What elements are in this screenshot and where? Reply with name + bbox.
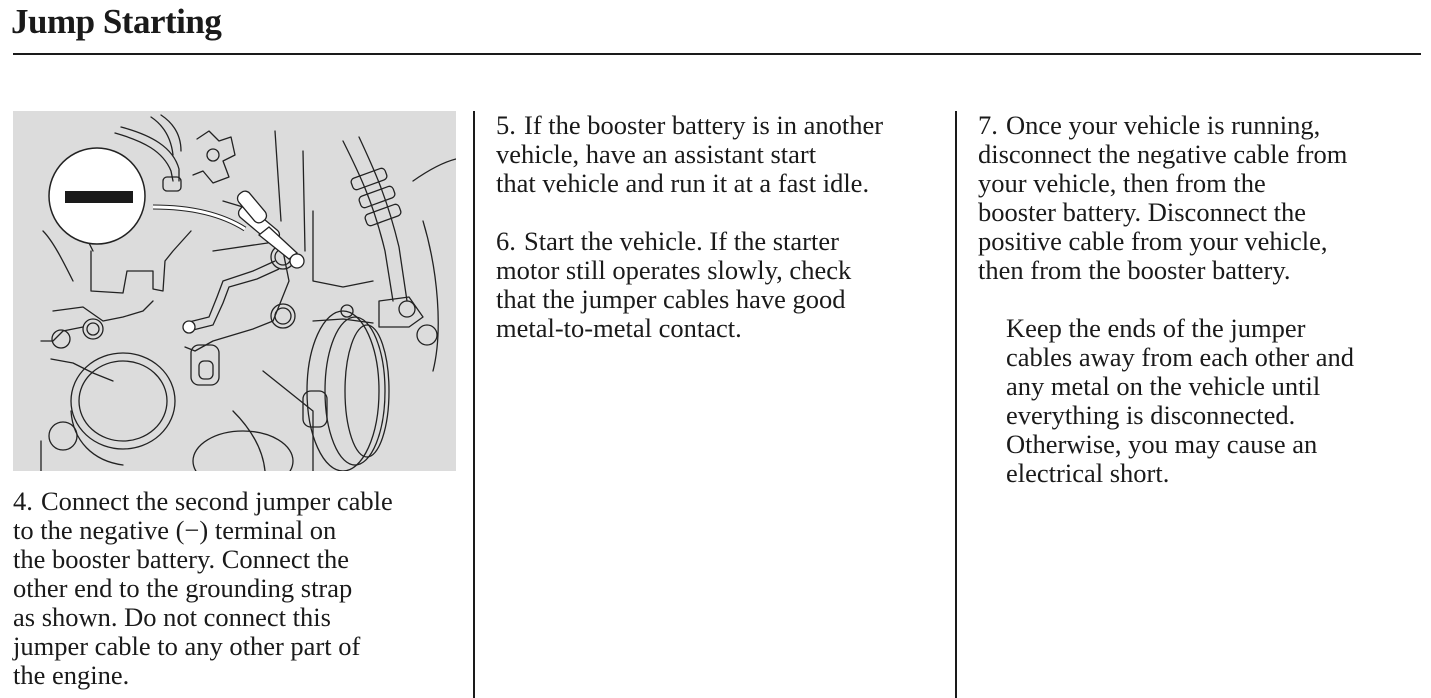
step-text-line: to the negative (−) terminal on <box>13 515 337 545</box>
engine-line-drawing <box>13 111 456 471</box>
step-text-line: other end to the grounding strap <box>13 573 353 603</box>
note-text-line: Keep the ends of the jumper <box>1006 313 1306 343</box>
negative-terminal-symbol <box>65 191 133 203</box>
caution-note <box>1006 314 1354 488</box>
step-6 <box>496 227 851 343</box>
step-text-line: positive cable from your vehicle, <box>978 226 1328 256</box>
step-4 <box>13 487 393 690</box>
step-text-line: the booster battery. Connect the <box>13 544 350 574</box>
engine-illustration <box>13 111 456 471</box>
column-divider-right <box>955 111 957 698</box>
step-text-line: Connect the second jumper cable <box>41 486 393 516</box>
step-text-line: Start the vehicle. If the starter <box>524 226 839 256</box>
step-number: 4. <box>13 486 33 516</box>
step-text-line: Once your vehicle is running, <box>1006 110 1321 140</box>
note-text-line: any metal on the vehicle until <box>1006 371 1321 401</box>
step-text-line: the engine. <box>13 660 130 690</box>
note-text-line: electrical short. <box>1006 458 1170 488</box>
page-title: Jump Starting <box>11 2 222 41</box>
step-number: 7. <box>978 110 998 140</box>
step-7 <box>978 111 1347 285</box>
step-text-line: then from the booster battery. <box>978 255 1291 285</box>
note-text-line: Otherwise, you may cause an <box>1006 429 1318 459</box>
step-text-line: your vehicle, then from the <box>978 168 1266 198</box>
note-text-line: cables away from each other and <box>1006 342 1355 372</box>
step-text-line: jumper cable to any other part of <box>13 631 361 661</box>
step-text-line: that the jumper cables have good <box>496 284 846 314</box>
title-rule <box>13 53 1421 55</box>
step-text-line: metal-to-metal contact. <box>496 313 742 343</box>
step-text-line: that vehicle and run it at a fast idle. <box>496 168 870 198</box>
step-text-line: disconnect the negative cable from <box>978 139 1348 169</box>
step-number: 6. <box>496 226 516 256</box>
step-text-line: motor still operates slowly, check <box>496 255 852 285</box>
note-text-line: everything is disconnected. <box>1006 400 1296 430</box>
column-divider-left <box>473 111 475 698</box>
step-text-line: vehicle, have an assistant start <box>496 139 817 169</box>
step-text-line: as shown. Do not connect this <box>13 602 331 632</box>
step-number: 5. <box>496 110 516 140</box>
step-5 <box>496 111 883 198</box>
step-text-line: If the booster battery is in another <box>524 110 884 140</box>
step-text-line: booster battery. Disconnect the <box>978 197 1306 227</box>
